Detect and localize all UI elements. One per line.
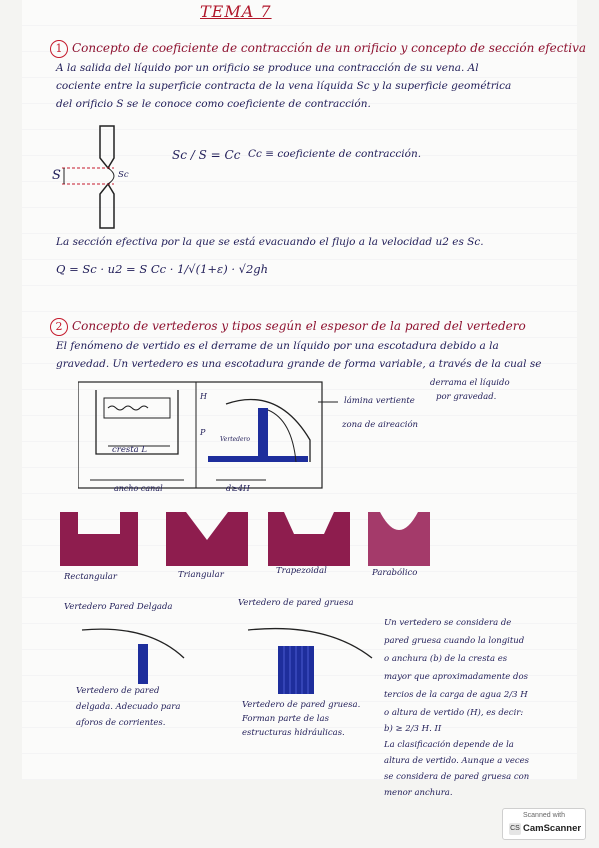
label-ancho-canal: ancho canal [114, 484, 163, 493]
thick-wall-desc-2: Forman parte de las [242, 714, 329, 724]
contraction-formula: Sc / S = Cc [172, 148, 241, 162]
label-d: d≥4H [226, 484, 250, 493]
label-h: H [200, 392, 207, 401]
right-text-10: se considera de pared gruesa con [384, 772, 530, 782]
weir-diagram [78, 380, 338, 492]
flow-formula: Q = Sc · u2 = S Cc · 1/√(1+ε) · √2gh [56, 262, 269, 276]
type-parabolico: Parabólico [372, 568, 418, 578]
weir-types-row [58, 510, 438, 568]
camscanner-logo-icon: CS [509, 823, 521, 835]
label-aireacion: zona de aireación [342, 420, 419, 430]
right-text-2: pared gruesa cuando la longitud [384, 636, 525, 646]
section1-line-3: del orificio S se le conoce como coeficiente de contracción. [56, 98, 371, 110]
type-rectangular: Rectangular [64, 572, 117, 582]
thin-wall-desc-3: aforos de corrientes. [76, 718, 166, 728]
thin-wall-diagram [78, 624, 188, 686]
camscanner-watermark [502, 808, 586, 840]
section1-line-1: A la salida del líquido por un orificio se produce una contracción de su vena. Al [56, 62, 479, 74]
thick-wall-desc-1: Vertedero de pared gruesa. [242, 700, 361, 710]
right-text-9: altura de vertido. Aunque a veces [384, 756, 530, 766]
contraction-formula-note: Cc ≡ coeficiente de contracción. [248, 148, 422, 160]
right-text-3: o anchura (b) de la cresta es [384, 654, 508, 664]
section2-line-2: gravedad. Un vertedero es una escotadura grande de forma variable, a través de la cual se [56, 358, 542, 370]
section1-heading-text: Concepto de coeficiente de contracción de un orificio y concepto de sección efectiva [72, 41, 587, 55]
right-text-8: La clasificación depende de la [384, 740, 514, 750]
right-text-4: mayor que aproximadamente dos [384, 672, 528, 682]
label-lamina: lámina vertiente [344, 396, 415, 406]
section1-line-2: cociente entre la superficie contracta de la vena líquida Sc y la superficie geométrica [56, 80, 512, 92]
right-text-6: o altura de vertido (H), es decir: [384, 708, 524, 718]
thin-wall-desc-1: Vertedero de pared [76, 686, 160, 696]
label-s: S [52, 168, 61, 183]
section1-heading [50, 40, 586, 58]
thin-wall-title: Vertedero Pared Delgada [64, 602, 173, 612]
thick-wall-title: Vertedero de pared gruesa [238, 598, 354, 608]
label-p: P [200, 428, 206, 437]
label-cresta: cresta L [112, 445, 148, 455]
watermark-top-text: Scanned with [522, 812, 566, 819]
right-text-7: b) ≥ 2/3 H. II [384, 724, 442, 734]
thick-wall-diagram [246, 622, 376, 696]
thin-wall-desc-2: delgada. Adecuado para [76, 702, 181, 712]
watermark-brand: CamScanner [523, 823, 582, 834]
type-triangular: Triangular [178, 570, 224, 580]
type-trapezoidal: Trapezoidal [276, 566, 327, 576]
label-vertedero: Vertedero [220, 436, 251, 443]
orifice-diagram [52, 124, 152, 234]
section1-number: 1 [50, 40, 68, 58]
notebook-page [22, 0, 587, 798]
section2-number: 2 [50, 318, 68, 336]
page-title: TEMA 7 [200, 2, 272, 21]
section2-line-1: El fenómeno de vertido es el derrame de un líquido por una escotadura debido a la [56, 340, 499, 352]
section2-heading-text: Concepto de vertederos y tipos según el espesor de la pared del vertedero [72, 319, 526, 333]
thick-wall-desc-3: estructuras hidráulicas. [242, 728, 345, 738]
right-text-1: Un vertedero se considera de [384, 618, 512, 628]
label-sc: Sc [118, 170, 129, 180]
effective-section-line: La sección efectiva por la que se está evacuando el flujo a la velocidad u2 es Sc. [56, 236, 484, 248]
right-text-5: tercios de la carga de agua 2/3 H [384, 690, 528, 700]
section2-heading [50, 318, 526, 336]
section2-line2-extra: derrama el líquido [430, 378, 510, 388]
section2-line3-extra: por gravedad. [436, 392, 497, 402]
right-text-11: menor anchura. [384, 788, 453, 798]
